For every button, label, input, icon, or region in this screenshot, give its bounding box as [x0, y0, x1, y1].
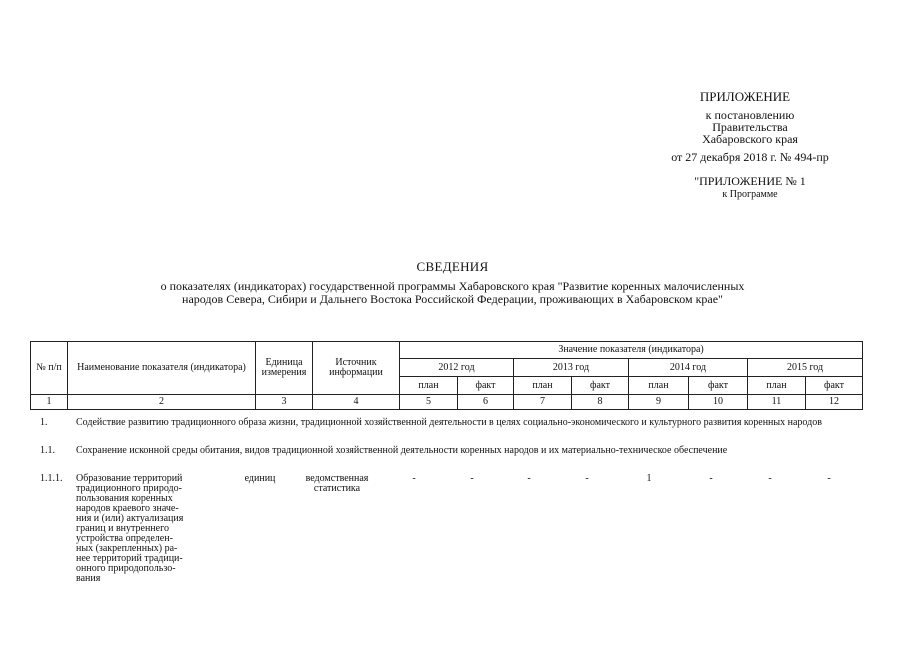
column-number: 7: [514, 395, 572, 410]
appendix-to-resolution: к постановлению: [705, 108, 795, 122]
document-subtitle: [60, 280, 845, 306]
header-plan: план: [748, 377, 806, 395]
header-year-2013: 2013 год: [514, 359, 629, 377]
header-name: Наименование показателя (индикатора): [68, 342, 256, 395]
value-2013-fact: -: [585, 473, 589, 484]
header-source: Источник информации: [313, 342, 400, 395]
indicator-name-line: устройства определен-: [76, 533, 173, 544]
table-body: [30, 418, 875, 646]
appendix-region: Хабаровского края: [702, 132, 798, 146]
indicator-source-line: ведомственная: [305, 473, 369, 484]
appendix-to-program: к Программе: [722, 189, 778, 200]
header-year-2015: 2015 год: [748, 359, 863, 377]
document-title: СВЕДЕНИЯ: [416, 259, 489, 274]
section-text: Содействие развитию традиционного образа жизни, традиционной хозяйственной деятельности в целях социально-экономического и культурного развития коренных народов: [76, 417, 822, 428]
appendix-government: Правительства: [712, 120, 788, 134]
value-2015-plan: -: [768, 473, 772, 484]
header-plan: план: [400, 377, 458, 395]
header-year-2012: 2012 год: [400, 359, 514, 377]
column-number: 5: [400, 395, 458, 410]
header-fact: факт: [572, 377, 629, 395]
indicator-name-line: нее территорий традици-: [76, 553, 183, 564]
value-2014-fact: -: [709, 473, 713, 484]
indicator-name: [76, 474, 211, 584]
indicator-name-line: народов краевого значе-: [76, 503, 179, 514]
indicator-unit: единиц: [244, 473, 276, 484]
column-number: 11: [748, 395, 806, 410]
section-number: 1.1.: [40, 445, 55, 456]
column-number: 3: [256, 395, 313, 410]
indicator-name-line: ных (закрепленных) ра-: [76, 543, 178, 554]
section-row: [30, 418, 875, 446]
value-2012-plan: -: [412, 473, 416, 484]
header-fact: факт: [458, 377, 514, 395]
header-plan: план: [629, 377, 689, 395]
value-2014-plan: 1: [646, 473, 652, 484]
indicator-name-line: онного природопользо-: [76, 563, 176, 574]
table-row: [30, 474, 875, 646]
column-number: 8: [572, 395, 629, 410]
header-fact: факт: [689, 377, 748, 395]
appendix-1-title: "ПРИЛОЖЕНИЕ № 1: [694, 174, 806, 188]
column-number: 2: [68, 395, 256, 410]
header-year-2014: 2014 год: [629, 359, 748, 377]
appendix-title: ПРИЛОЖЕНИЕ: [699, 89, 791, 104]
indicator-name-line: вания: [76, 573, 101, 584]
header-fact: факт: [806, 377, 863, 395]
column-number: 10: [689, 395, 748, 410]
section-number: 1.: [40, 417, 48, 428]
column-number: 4: [313, 395, 400, 410]
appendix-basis: [640, 109, 860, 145]
header-unit: Единица измерения: [256, 342, 313, 395]
header-plan: план: [514, 377, 572, 395]
column-number: 9: [629, 395, 689, 410]
section-text: Сохранение исконной среды обитания, видов традиционной хозяйственной деятельности коренных народов и их материально-техническое обеспечение: [76, 445, 728, 456]
indicator-name-line: традиционного природо-: [76, 483, 182, 494]
document-subtitle-line-2: народов Севера, Сибири и Дальнего Востока Российской Федерации, проживающих в Хабаровском крае": [182, 292, 723, 306]
indicator-name-line: Образование территорий: [76, 473, 183, 484]
column-number: 1: [31, 395, 68, 410]
header-num: № п/п: [31, 342, 68, 395]
column-numbers-row: [31, 395, 863, 410]
appendix-header: [640, 89, 860, 201]
row-number: 1.1.1.: [40, 473, 63, 484]
indicator-source-line: статистика: [313, 483, 361, 494]
column-number: 6: [458, 395, 514, 410]
document-subtitle-line-1: о показателях (индикаторах) государственной программы Хабаровского края "Развитие коренных малочисленных: [160, 279, 745, 293]
indicator-name-line: пользования коренных: [76, 493, 173, 504]
value-2012-fact: -: [470, 473, 474, 484]
header-value-group: Значение показателя (индикатора): [400, 342, 863, 359]
indicator-name-line: границ и внутреннего: [76, 523, 169, 534]
appendix-date-number: от 27 декабря 2018 г. № 494-пр: [671, 150, 829, 164]
value-2013-plan: -: [527, 473, 531, 484]
column-number: 12: [806, 395, 863, 410]
indicator-source: [292, 474, 382, 494]
section-row: [30, 446, 875, 474]
value-2015-fact: -: [827, 473, 831, 484]
indicators-table: [30, 341, 863, 410]
indicator-name-line: ния и (или) актуализация: [76, 513, 184, 524]
